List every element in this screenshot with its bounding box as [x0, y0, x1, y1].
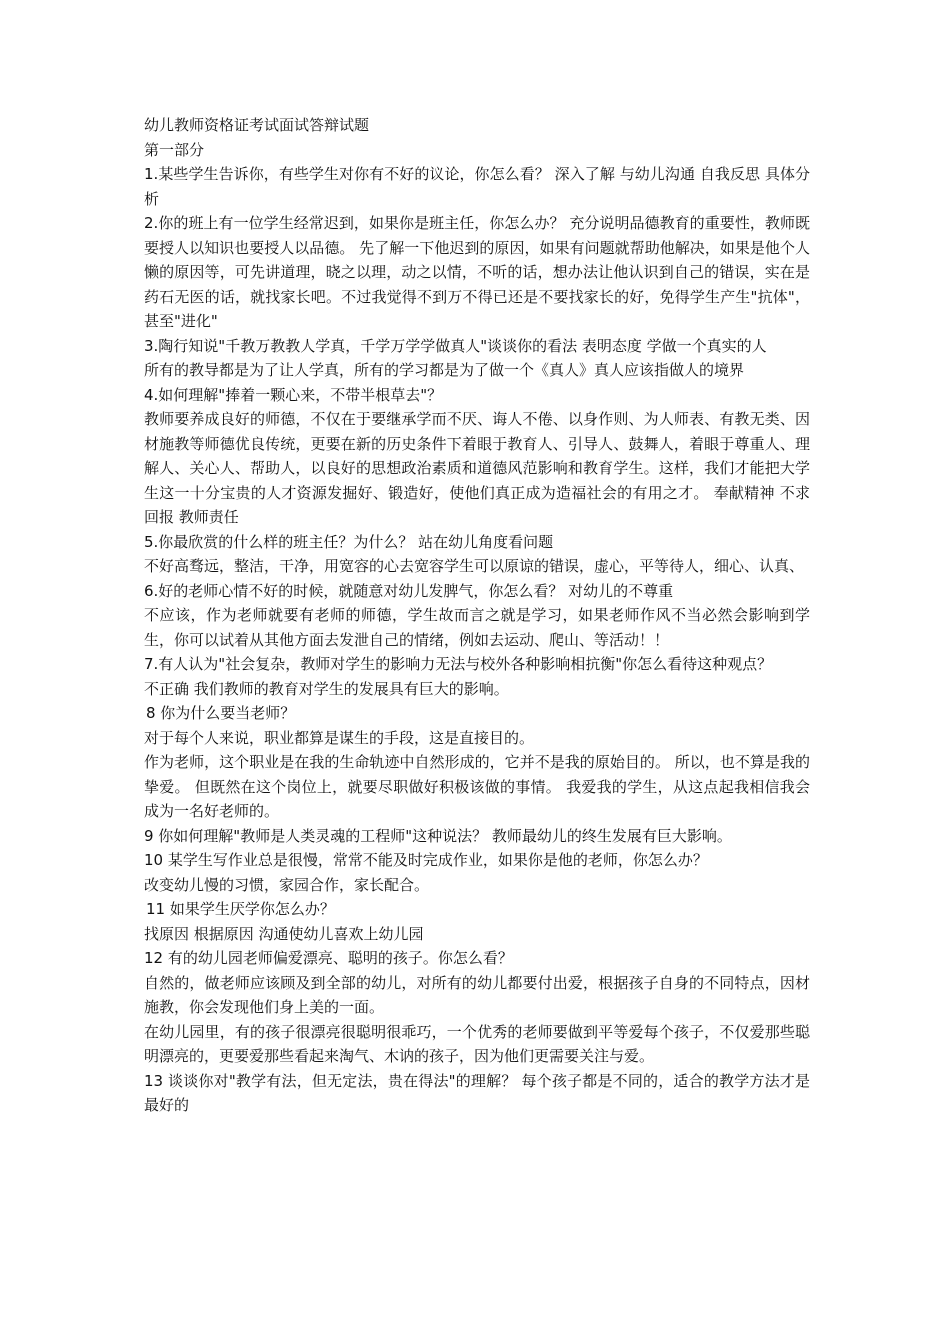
paragraph-a8-1: 对于每个人来说，职业都算是谋生的手段，这是直接目的。 — [144, 728, 535, 747]
paragraph-q11: 11 如果学生厌学你怎么办？ — [146, 900, 335, 918]
paragraph-q1: 1.某些学生告诉你，有些学生对你有不好的议论，你怎么看？ 深入了解 与幼儿沟通 自我反思 具体分析 — [144, 165, 810, 208]
paragraph-q10: 10 某学生写作业总是很慢，常常不能及时完成作业，如果你是他的老师，你怎么办？ — [144, 851, 708, 869]
paragraph-a4: 教师要养成良好的师德，不仅在于要继承学而不厌、诲人不倦、以身作则、为人师表、有教无类、因材施教等师德优良传统，更要在新的历史条件下着眼于教育人、引导人、鼓舞人，着眼于尊重人、理解人、关心人、帮助人，以良好的思想政治素质和道德风范影响和教育学生。这样，我们才能把大学生这一十分宝贵的人才资源发掘好、锻造好，使他们真正成为造福社会的有用之才。 奉献精神 不求回报 教师责任 — [144, 410, 810, 526]
paragraph-a5: 不好高骛远，整洁，干净，用宽容的心去宽容学生可以原谅的错误，虚心，平等待人，细心、认真、 — [144, 557, 805, 575]
paragraph-a7: 不正确 我们教师的教育对学生的发展具有巨大的影响。 — [144, 679, 509, 698]
paragraph-a6: 不应该，作为老师就要有老师的师德，学生故而言之就是学习，如果老师作风不当必然会影响到学生，你可以试着从其他方面去发泄自己的情绪，例如去运动、爬山、等活动！！ — [144, 606, 810, 649]
paragraph-q2: 2.你的班上有一位学生经常迟到，如果你是班主任，你怎么办？ 充分说明品德教育的重要性，教师既要授人以知识也要授人以品德。 先了解一下他迟到的原因，如果有问题就帮助他解决，如果是他个人懒的原因等，可先讲道理，晓之以理，动之以情，不听的话，想办法让他认识到自己的错误，实在是药石无医的话，就找家长吧。不过我觉得不到万不得已还是不要找家长的好，免得学生产生"抗体"，甚至"进化" — [144, 214, 810, 330]
paragraph-q12: 12 有的幼儿园老师偏爱漂亮、聪明的孩子。你怎么看？ — [144, 949, 513, 967]
document-title: 幼儿教师资格证考试面试答辩试题 — [144, 116, 370, 134]
section-heading: 第一部分 — [144, 140, 205, 159]
paragraph-q6: 6.好的老师心情不好的时候，就随意对幼儿发脾气，你怎么看？ 对幼儿的不尊重 — [144, 581, 674, 600]
paragraph-q8: 8 你为什么要当老师？ — [146, 704, 296, 722]
paragraph-a3: 所有的教导都是为了让人学真，所有的学习都是为了做一个《真人》真人应该指做人的境界 — [144, 361, 745, 379]
paragraph-q9: 9 你如何理解"教师是人类灵魂的工程师"这种说法？ 教师最幼儿的终生发展有巨大影响。 — [144, 826, 732, 845]
paragraph-a12-1: 自然的，做老师应该顾及到全部的幼儿，对所有的幼儿都要付出爱，根据孩子自身的不同特点，因材施教，你会发现他们身上美的一面。 — [144, 973, 810, 1016]
paragraph-q3: 3.陶行知说"千教万教教人学真，千学万学学做真人"谈谈你的看法 表明态度 学做一个真实的人 — [144, 336, 767, 355]
paragraph-a12-2: 在幼儿园里，有的孩子很漂亮很聪明很乖巧，一个优秀的老师要做到平等爱每个孩子，不仅爱那些聪明漂亮的，更要爱那些看起来淘气、木讷的孩子，因为他们更需要关注与爱。 — [144, 1022, 810, 1065]
paragraph-q13: 13 谈谈你对"教学有法，但无定法，贵在得法"的理解？ 每个孩子都是不同的，适合的教学方法才是最好的 — [144, 1071, 810, 1114]
paragraph-q5: 5.你最欣赏的什么样的班主任？为什么？ 站在幼儿角度看问题 — [144, 532, 554, 551]
paragraph-a8-2: 作为老师，这个职业是在我的生命轨迹中自然形成的，它并不是我的原始目的。 所以，也不算是我的挚爱。 但既然在这个岗位上，就要尽职做好积极该做的事情。 我爱我的学生，从这点起我相信我会成为一名好老师的。 — [144, 753, 810, 820]
document-body — [144, 113, 810, 1118]
paragraph-a10: 改变幼儿慢的习惯，家园合作，家长配合。 — [144, 875, 430, 894]
paragraph-q4: 4.如何理解"捧着一颗心来，不带半根草去"？ — [144, 385, 443, 404]
paragraph-a11: 找原因 根据原因 沟通使幼儿喜欢上幼儿园 — [144, 924, 424, 943]
paragraph-q7: 7.有人认为"社会复杂，教师对学生的影响力无法与校外各种影响相抗衡"你怎么看待这种观点？ — [144, 655, 773, 673]
